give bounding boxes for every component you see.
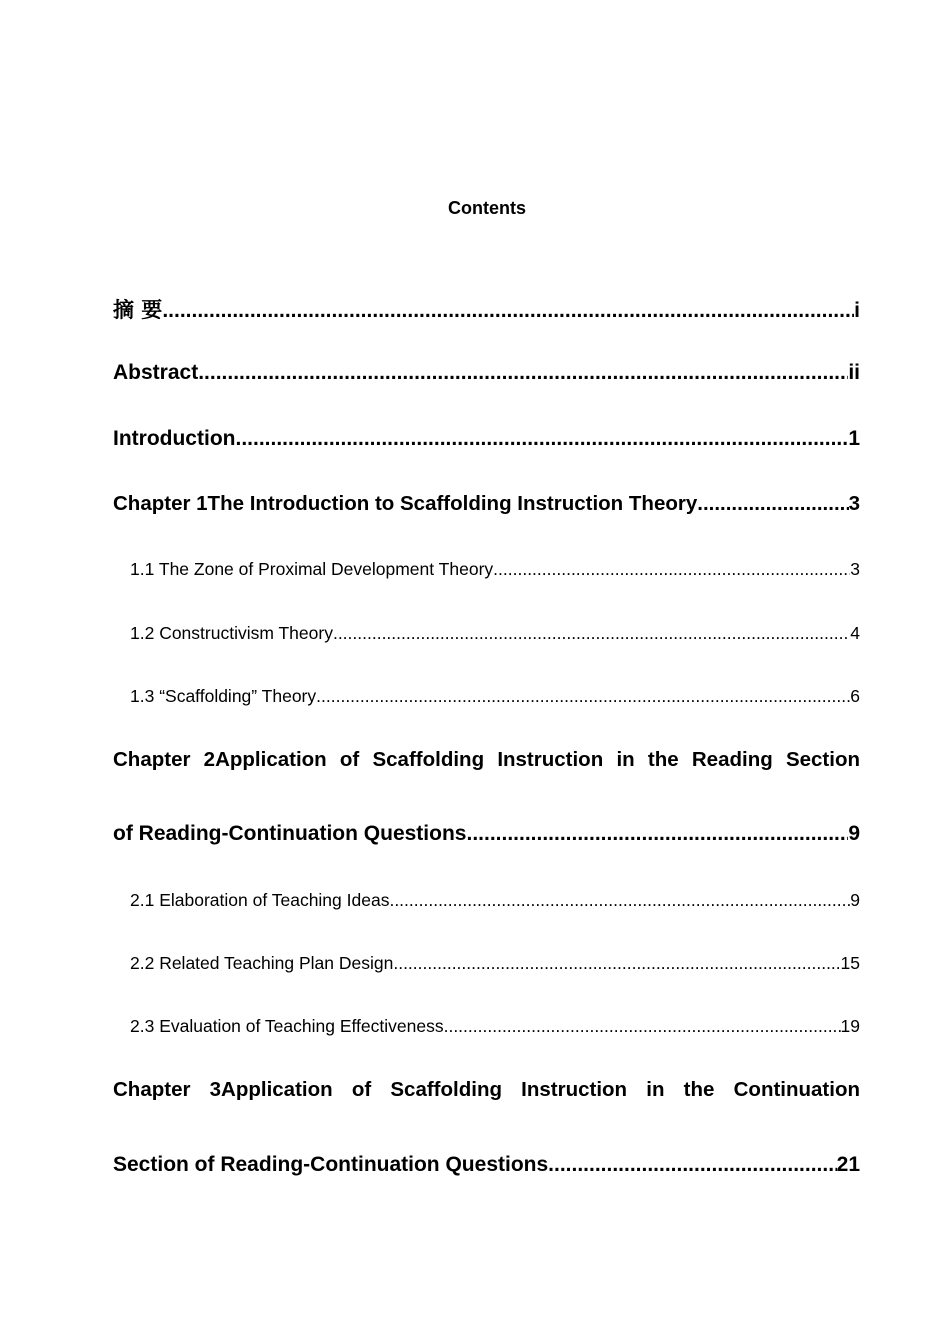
contents-title: Contents [448,198,526,218]
toc-entry-label: 摘 要 [113,298,163,322]
toc-entry-label: Chapter 1The Introduction to Scaffolding Instruction Theory [113,492,698,515]
toc-page-number: 1 [848,427,860,450]
toc-entry-chapter-3-line1[interactable]: Chapter 3Application of Scaffolding Instruction in the Continuation [113,1078,860,1101]
toc-entry-2-3[interactable] [130,1016,860,1037]
toc-entry-1-3[interactable] [130,686,860,707]
toc-entry-2-1[interactable] [130,890,860,911]
toc-page-number: 15 [840,953,860,973]
toc-entry-2-2[interactable] [130,953,860,974]
toc-page-number: ii [848,361,860,384]
toc-entry-label: 1.2 Constructivism Theory [130,623,333,643]
toc-page-number: 21 [836,1153,860,1176]
toc-page-number: 4 [850,623,860,643]
toc-page-number: 9 [848,822,860,845]
dot-leader [493,559,850,580]
dot-leader [198,361,848,385]
toc-entry-label: of Reading-Continuation Questions [113,822,467,845]
dot-leader [316,686,850,707]
dot-leader [333,623,850,644]
toc-page-number: 3 [848,492,860,515]
toc-entry-abstract[interactable] [113,361,860,385]
toc-entry-chapter-2-line1[interactable]: Chapter 2Application of Scaffolding Instruction in the Reading Section [113,748,860,771]
toc-page-number: i [854,299,860,322]
toc-entry-label: Abstract [113,361,199,384]
toc-entry-abstract-chinese[interactable] [113,294,860,324]
toc-page-number: 3 [850,559,860,579]
toc-entry-chapter-2[interactable] [113,822,860,846]
toc-entry-1-2[interactable] [130,623,860,644]
toc-entry-label: 2.1 Elaboration of Teaching Ideas [130,890,390,910]
dot-leader [466,822,848,846]
dot-leader [444,1016,841,1037]
toc-entry-1-1[interactable] [130,559,860,580]
dot-leader [235,427,848,451]
toc-entry-chapter-3[interactable] [113,1153,860,1177]
dot-leader [393,953,840,974]
toc-page-number: 9 [850,890,860,910]
toc-entry-chapter-1[interactable] [113,492,860,516]
toc-page-number: 6 [850,686,860,706]
toc-entry-label: 1.3 “Scaffolding” Theory [130,686,317,706]
toc-entry-label: 2.3 Evaluation of Teaching Effectiveness [130,1016,444,1036]
toc-entry-label: Introduction [113,427,236,450]
dot-leader [697,492,848,516]
dot-leader [548,1153,836,1177]
toc-entry-label: 2.2 Related Teaching Plan Design [130,953,394,973]
dot-leader [389,890,850,911]
toc-entry-label: 1.1 The Zone of Proximal Development Theory [130,559,494,579]
toc-page-number: 19 [840,1016,860,1036]
dot-leader [162,299,854,323]
toc-entry-introduction[interactable] [113,427,860,451]
toc-entry-label: Section of Reading-Continuation Questions [113,1153,549,1176]
